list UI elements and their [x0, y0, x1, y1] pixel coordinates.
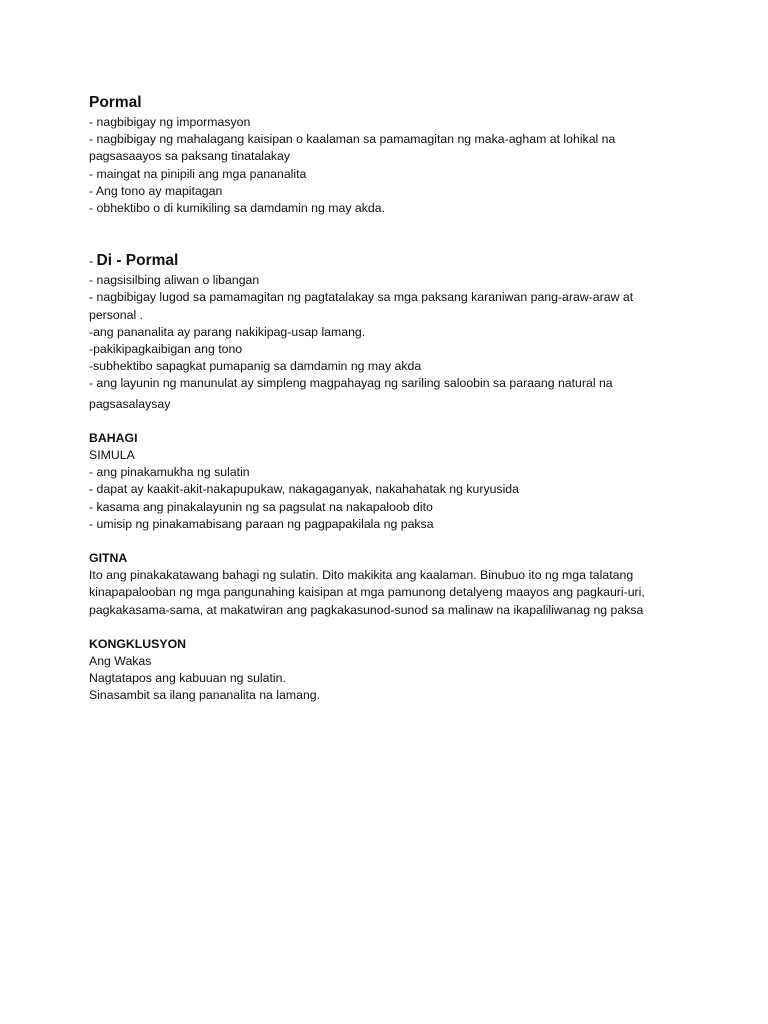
konklusyon-label: KONGKLUSYON — [89, 636, 187, 651]
gitna-line: pagkakasama-sama, at makatwiran ang pagkakasunod-sunod sa malinaw na ikapaliliwanag ng paksa — [89, 602, 644, 617]
gitna-line: kinapapalooban ng mga pangunahing kaisipan at mga pamunong detalyeng maayos ang pagkauri-uri, — [89, 585, 645, 600]
informal-item: - nagsisilbing aliwan o libangan — [89, 273, 260, 288]
formal-item: pagsasaayos sa paksang tinatalakay — [89, 149, 290, 164]
document-page — [89, 92, 739, 705]
gitna-label: GITNA — [89, 551, 128, 566]
formal-item: - obhektibo o di kumikiling sa damdamin ng may akda. — [89, 201, 385, 216]
informal-title: Di - Pormal — [96, 252, 179, 270]
section-informal — [89, 250, 739, 413]
simula-item: - kasama ang pinakalayunin ng sa pagsulat na nakapaloob dito — [89, 499, 433, 514]
section-konklusyon — [89, 636, 739, 705]
simula-item: - umisip ng pinakamabisang paraan ng pagpapakilala ng paksa — [89, 516, 434, 531]
informal-title-prefix: - — [89, 254, 97, 269]
informal-item: -pakikipagkaibigan ang tono — [89, 342, 243, 357]
section-parts — [89, 430, 739, 533]
informal-item: personal . — [89, 307, 144, 322]
formal-item: - maingat na pinipili ang mga pananalita — [89, 166, 307, 181]
parts-heading: BAHAGI — [89, 430, 138, 445]
konklusyon-line: Nagtatapos ang kabuuan ng sulatin. — [89, 671, 286, 686]
konklusyon-line: Ang Wakas — [89, 654, 152, 669]
section-gitna — [89, 550, 739, 619]
simula-item: - dapat ay kaakit-akit-nakapupukaw, nakagaganyak, nakahahatak ng kuryusida — [89, 482, 519, 497]
formal-item: - nagbibigay ng impormasyon — [89, 115, 251, 129]
formal-title: Pormal — [89, 94, 142, 111]
section-formal — [89, 92, 739, 217]
formal-item: - nagbibigay ng mahalagang kaisipan o kaalaman sa pamamagitan ng maka-agham at lohikal na — [89, 132, 616, 147]
simula-item: - ang pinakamukha ng sulatin — [89, 465, 250, 480]
gitna-line: Ito ang pinakakatawang bahagi ng sulatin. Dito makikita ang kaalaman. Binubuo ito ng mga talatang — [89, 568, 634, 583]
informal-title-row — [89, 250, 739, 272]
informal-item: -subhektibo sapagkat pumapanig sa damdamin ng may akda — [89, 359, 422, 374]
formal-item: - Ang tono ay mapitagan — [89, 183, 223, 198]
simula-label: SIMULA — [89, 448, 135, 463]
informal-item: -ang pananalita ay parang nakikipag-usap lamang. — [89, 324, 366, 339]
konklusyon-line: Sinasambit sa ilang pananalita na lamang. — [89, 688, 321, 703]
informal-item: - nagbibigay lugod sa pamamagitan ng pagtatalakay sa mga paksang karaniwan pang-araw-araw at — [89, 290, 634, 305]
informal-item: - ang layunin ng manunulat ay simpleng magpahayag ng sariling saloobin sa paraang natural na — [89, 376, 613, 391]
informal-item: pagsasalaysay — [89, 396, 171, 411]
